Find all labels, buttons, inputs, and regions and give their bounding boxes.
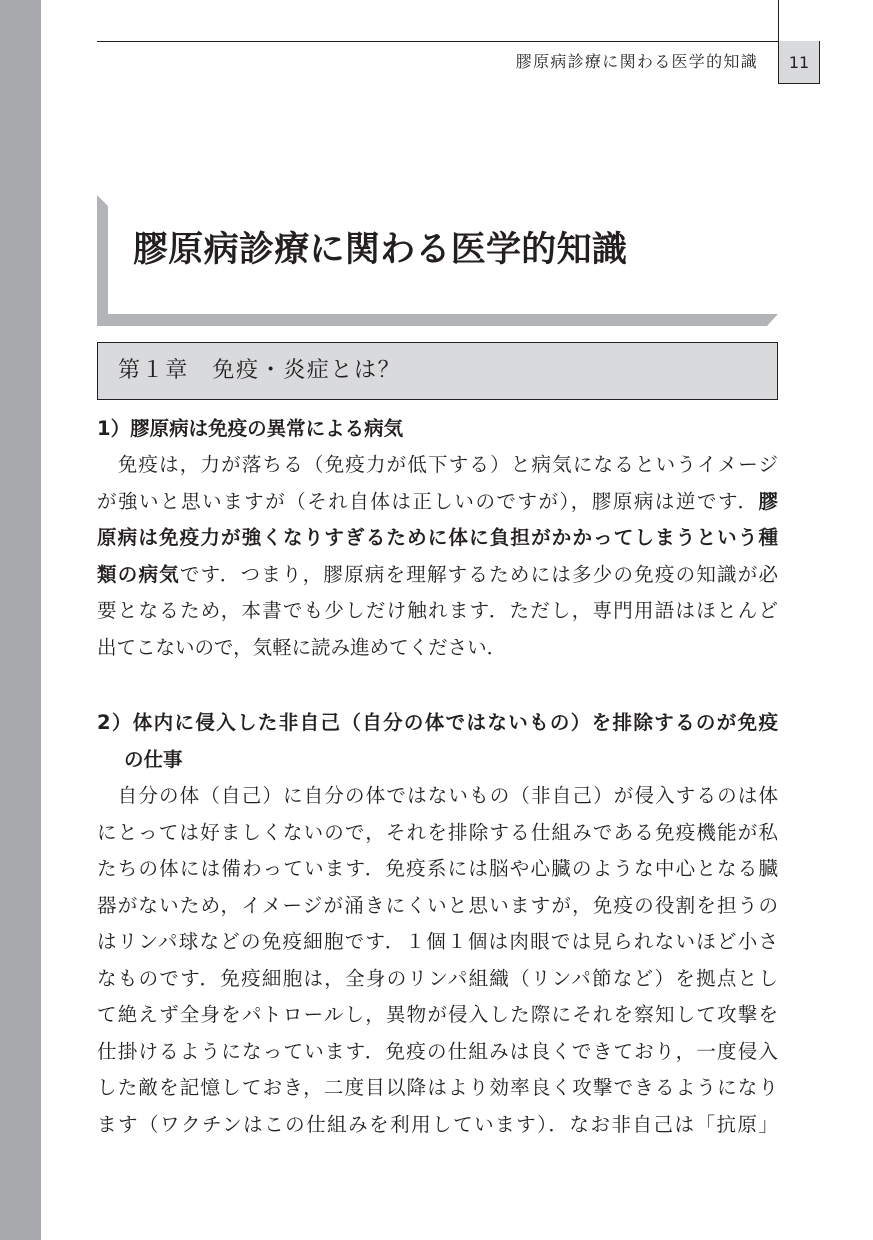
text-line <box>97 557 778 594</box>
text-line: ます（ワクチンはこの仕組みを利用しています）．なお非自己は「抗原」 <box>97 1112 778 1136</box>
section-2 <box>97 704 778 1143</box>
section-heading: 2）体内に侵入した非自己（自分の体ではないもの）を排除するのが免疫 <box>97 711 778 734</box>
text-line: 仕掛けるようになっています．免疫の仕組みは良くできており，一度侵入 <box>97 1039 778 1063</box>
page-number: 11 <box>788 52 810 72</box>
header-vertical-rule <box>778 0 779 42</box>
emphasis-text: 類の病気 <box>97 562 180 586</box>
side-margin-bar <box>0 0 41 1240</box>
running-title: 膠原病診療に関わる医学的知識 <box>515 52 758 71</box>
page-number-box <box>778 41 820 84</box>
page-title: 膠原病診療に関わる医学的知識 <box>133 229 628 270</box>
text-line <box>97 484 778 521</box>
section-1 <box>97 410 778 666</box>
text-line: 免疫は，力が落ちる（免疫力が低下する）と病気になるというイメージ <box>97 453 778 476</box>
text-line: たちの体には備わっています．免疫系には脳や心臓のような中心となる臓 <box>97 857 778 880</box>
text-line: 自分の体（自己）に自分の体ではないもの（非自己）が侵入するのは体 <box>97 784 778 807</box>
text-line: にとっては好ましくないので，それを排除する仕組みである免疫機能が私 <box>97 820 778 844</box>
text-line: 要となるため，本書でも少しだけ触れます．ただし，専門用語はほとんど <box>97 599 778 622</box>
text-line: なものです．免疫細胞は，全身のリンパ組織（リンパ節など）を拠点とし <box>97 966 778 990</box>
text-line: はリンパ球などの免疫細胞です．１個１個は肉眼では見られないほど小さ <box>97 930 778 953</box>
text-line: 出てこないので，気軽に読み進めてください． <box>97 635 507 659</box>
text-span: が強いと思いますが（それ自体は正しいのですが），膠原病は逆です． <box>97 489 759 513</box>
chapter-heading: 第１章 免疫・炎症とは？ <box>118 358 402 383</box>
chapter-heading-box <box>97 342 778 400</box>
section-heading-continued: の仕事 <box>124 748 183 771</box>
emphasis-text: 原病は免疫力が強くなりすぎるために体に負担がかかってしまうという種 <box>97 526 778 549</box>
header-rule <box>97 41 820 42</box>
text-line <box>97 520 778 557</box>
paragraph <box>97 778 778 1143</box>
paragraph <box>97 447 778 666</box>
text-line: て絶えず全身をパトロールし，異物が侵入した際にそれを察知して攻撃を <box>97 1003 778 1026</box>
text-line: した敵を記憶しておき，二度目以降はより効率良く攻撃できるようになり <box>97 1076 778 1099</box>
emphasis-text: 膠 <box>758 489 778 513</box>
section-heading: 1）膠原病は免疫の異常による病気 <box>97 417 404 440</box>
text-span: です．つまり，膠原病を理解するためには多少の免疫の知識が必 <box>179 562 778 586</box>
text-line: 器がないため，イメージが涌きにくいと思いますが，免疫の役割を担うの <box>97 893 778 917</box>
